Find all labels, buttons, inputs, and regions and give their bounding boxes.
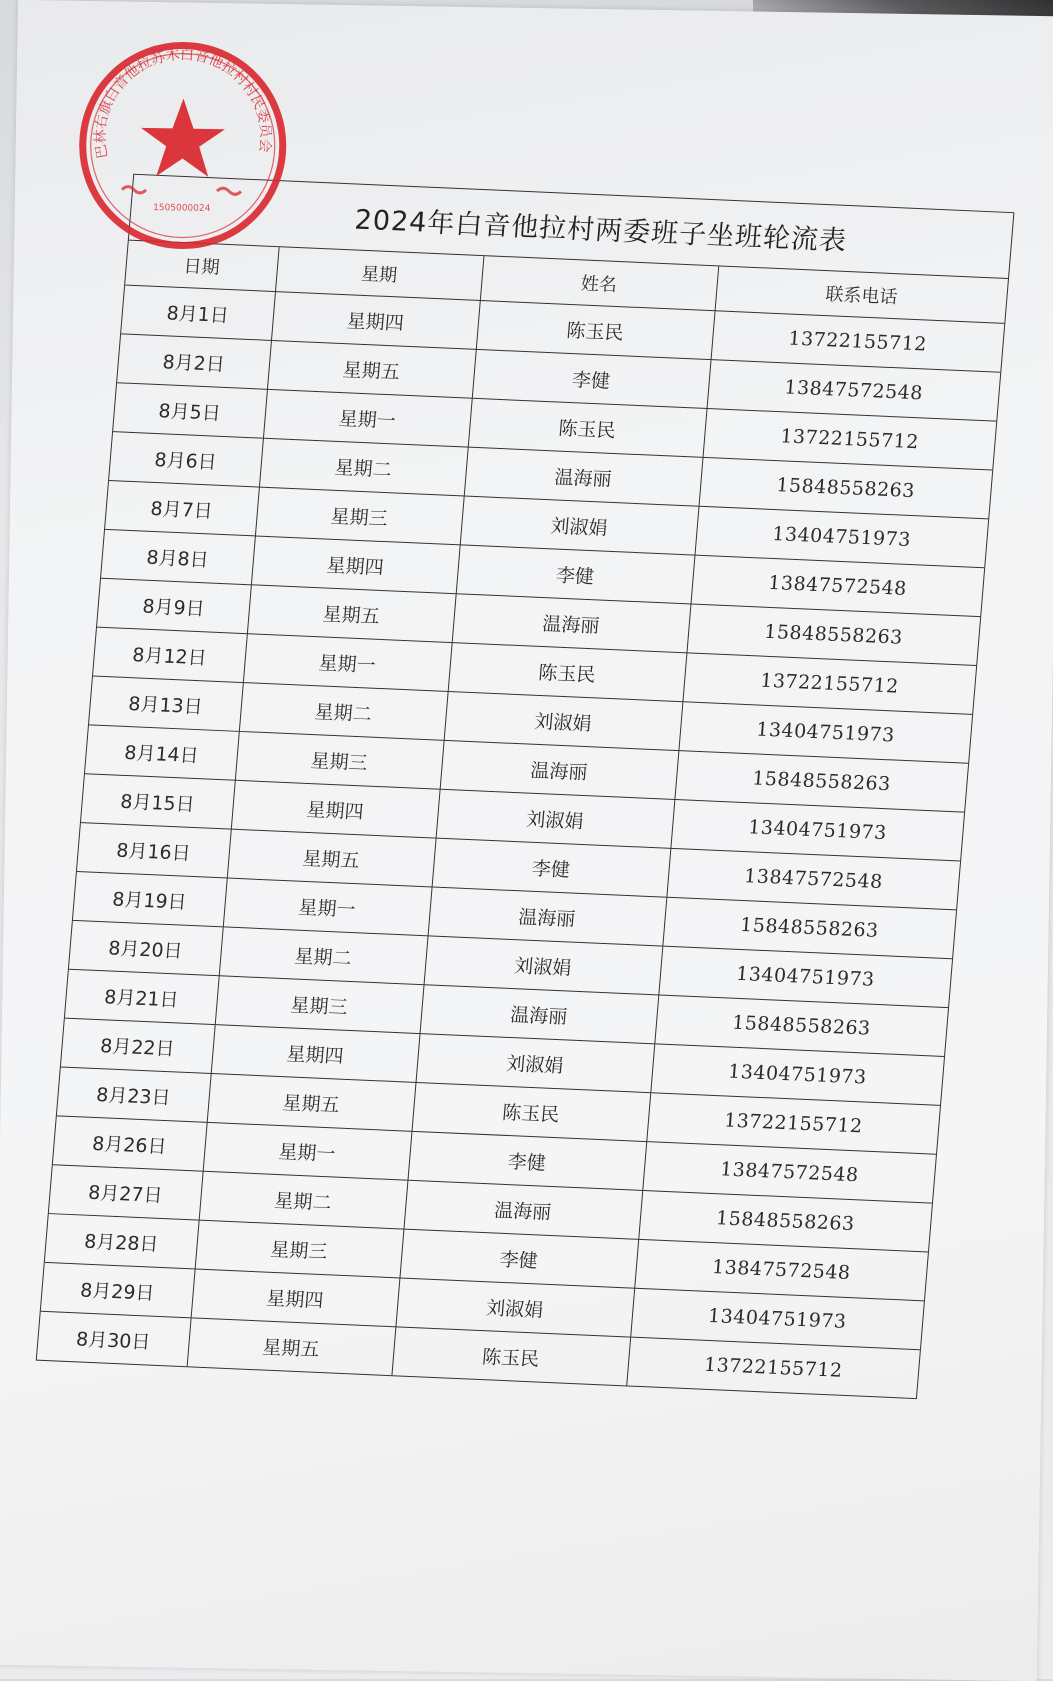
cell-weekday: 星期五 bbox=[187, 1318, 396, 1375]
cell-name: 温海丽 bbox=[464, 447, 703, 506]
seal-star-icon bbox=[140, 98, 225, 177]
cell-date: 8月1日 bbox=[121, 285, 275, 340]
cell-weekday: 星期二 bbox=[199, 1171, 408, 1229]
cell-weekday: 星期四 bbox=[231, 780, 440, 838]
table-body bbox=[37, 285, 1005, 1398]
cell-weekday: 星期三 bbox=[195, 1220, 404, 1278]
cell-date: 8月21日 bbox=[65, 969, 219, 1024]
cell-phone: 15848558263 bbox=[654, 995, 948, 1057]
cell-phone: 13404751973 bbox=[658, 946, 952, 1008]
cell-weekday: 星期二 bbox=[259, 438, 468, 496]
cell-phone: 13722155712 bbox=[703, 408, 997, 470]
cell-phone: 15848558263 bbox=[699, 457, 993, 519]
cell-weekday: 星期一 bbox=[263, 389, 472, 447]
cell-name: 刘淑娟 bbox=[444, 691, 683, 750]
cell-phone: 15848558263 bbox=[686, 604, 980, 666]
cell-weekday: 星期一 bbox=[223, 878, 432, 936]
cell-date: 8月5日 bbox=[113, 383, 267, 438]
cell-name: 李健 bbox=[407, 1131, 646, 1190]
header-weekday: 星期 bbox=[275, 247, 483, 300]
cell-name: 刘淑娟 bbox=[436, 789, 675, 848]
header-name: 姓名 bbox=[480, 256, 718, 311]
header-date: 日期 bbox=[125, 241, 279, 292]
cell-name: 刘淑娟 bbox=[424, 936, 663, 995]
cell-weekday: 星期五 bbox=[267, 340, 476, 398]
cell-phone: 13722155712 bbox=[626, 1337, 920, 1398]
cell-phone: 13404751973 bbox=[678, 702, 972, 764]
cell-phone: 13847572548 bbox=[642, 1142, 936, 1204]
cell-weekday: 星期四 bbox=[211, 1025, 420, 1083]
cell-name: 陈玉民 bbox=[476, 300, 715, 359]
cell-name: 陈玉民 bbox=[468, 398, 707, 457]
cell-phone: 15848558263 bbox=[638, 1190, 932, 1252]
cell-phone: 13404751973 bbox=[694, 506, 988, 568]
cell-name: 温海丽 bbox=[403, 1180, 642, 1239]
cell-date: 8月6日 bbox=[109, 432, 263, 487]
cell-name: 刘淑娟 bbox=[460, 496, 699, 555]
cell-date: 8月15日 bbox=[81, 774, 235, 829]
official-seal bbox=[76, 39, 289, 252]
cell-phone: 13722155712 bbox=[682, 653, 976, 715]
cell-date: 8月29日 bbox=[41, 1262, 195, 1317]
cell-name: 温海丽 bbox=[428, 887, 667, 946]
cell-name: 刘淑娟 bbox=[395, 1278, 634, 1337]
cell-date: 8月19日 bbox=[73, 871, 227, 926]
cell-date: 8月28日 bbox=[45, 1214, 199, 1269]
cell-date: 8月30日 bbox=[37, 1311, 191, 1366]
cell-phone: 13847572548 bbox=[666, 848, 960, 910]
cell-phone: 15848558263 bbox=[662, 897, 956, 959]
cell-name: 陈玉民 bbox=[448, 643, 687, 702]
cell-date: 8月27日 bbox=[49, 1165, 203, 1220]
cell-weekday: 星期四 bbox=[271, 292, 480, 350]
cell-weekday: 星期一 bbox=[203, 1122, 412, 1180]
cell-name: 温海丽 bbox=[452, 594, 691, 653]
cell-date: 8月20日 bbox=[69, 920, 223, 975]
cell-date: 8月9日 bbox=[97, 578, 251, 633]
cell-date: 8月22日 bbox=[61, 1018, 215, 1073]
cell-date: 8月7日 bbox=[105, 480, 259, 535]
cell-date: 8月12日 bbox=[93, 627, 247, 682]
cell-weekday: 星期二 bbox=[239, 683, 448, 741]
cell-name: 温海丽 bbox=[420, 985, 659, 1044]
cell-date: 8月23日 bbox=[57, 1067, 211, 1122]
cell-weekday: 星期四 bbox=[191, 1269, 400, 1327]
cell-name: 李健 bbox=[432, 838, 671, 897]
schedule-table bbox=[37, 241, 1008, 1398]
cell-date: 8月2日 bbox=[117, 334, 271, 389]
cell-weekday: 星期三 bbox=[215, 976, 424, 1034]
cell-name: 陈玉民 bbox=[411, 1082, 650, 1141]
schedule-table-frame bbox=[36, 174, 1015, 1399]
cell-name: 陈玉民 bbox=[391, 1327, 630, 1386]
cell-weekday: 星期三 bbox=[255, 487, 464, 545]
cell-date: 8月14日 bbox=[85, 725, 239, 780]
cell-weekday: 星期五 bbox=[247, 585, 456, 643]
cell-date: 8月8日 bbox=[101, 529, 255, 584]
cell-phone: 13847572548 bbox=[690, 555, 984, 617]
cell-weekday: 星期五 bbox=[207, 1073, 416, 1131]
cell-phone: 13722155712 bbox=[646, 1093, 940, 1155]
cell-date: 8月13日 bbox=[89, 676, 243, 731]
cell-name: 温海丽 bbox=[440, 740, 679, 799]
document-title: 2024年白音他拉村两委班子坐班轮流表 bbox=[353, 204, 849, 257]
cell-name: 刘淑娟 bbox=[416, 1034, 655, 1093]
cell-date: 8月16日 bbox=[77, 823, 231, 878]
cell-weekday: 星期三 bbox=[235, 731, 444, 789]
cell-weekday: 星期一 bbox=[243, 634, 452, 692]
cell-name: 李健 bbox=[472, 349, 711, 408]
cell-weekday: 星期五 bbox=[227, 829, 436, 887]
cell-phone: 13847572548 bbox=[634, 1239, 928, 1301]
cell-name: 李健 bbox=[399, 1229, 638, 1288]
seal-code: 1505000024 bbox=[153, 203, 211, 214]
cell-date: 8月26日 bbox=[53, 1116, 207, 1171]
cell-weekday: 星期四 bbox=[251, 536, 460, 594]
cell-name: 李健 bbox=[456, 545, 695, 604]
header-phone: 联系电话 bbox=[715, 266, 1008, 323]
cell-phone: 15848558263 bbox=[674, 751, 968, 813]
cell-phone: 13404751973 bbox=[630, 1288, 924, 1350]
cell-phone: 13722155712 bbox=[711, 311, 1005, 373]
cell-phone: 13404751973 bbox=[650, 1044, 944, 1106]
seal-text: 巴林右旗白音他拉苏木白音他拉村村民委员会 bbox=[92, 46, 274, 160]
cell-weekday: 星期二 bbox=[219, 927, 428, 985]
cell-phone: 13847572548 bbox=[707, 360, 1001, 422]
cell-phone: 13404751973 bbox=[670, 799, 964, 861]
